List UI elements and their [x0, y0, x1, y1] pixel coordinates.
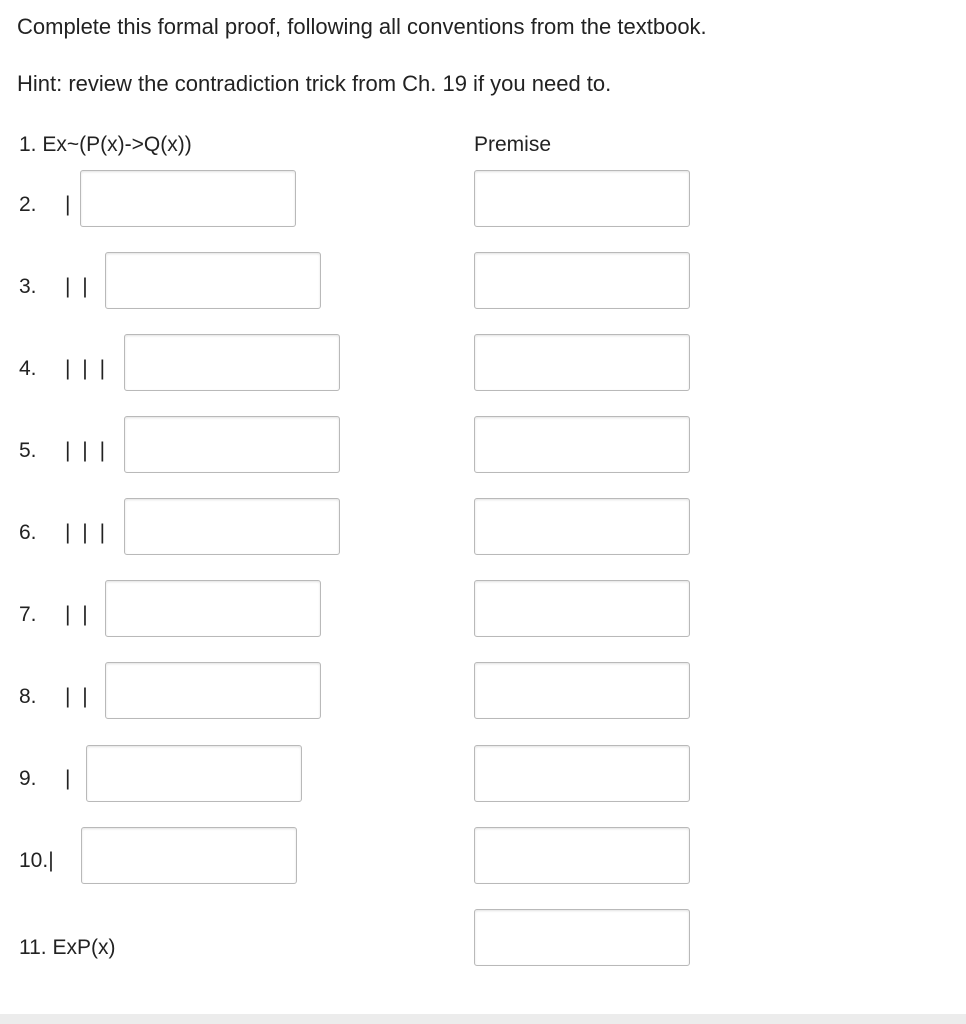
line-number: 11. [19, 936, 47, 959]
formula-input-line-5[interactable] [124, 416, 340, 473]
formula-input-line-3[interactable] [105, 252, 321, 309]
justification-input-line-11[interactable] [474, 909, 690, 966]
line-label-4 [19, 355, 108, 383]
line-label-10 [19, 847, 57, 875]
justification-input-line-10[interactable] [474, 827, 690, 884]
formula-input-line-8[interactable] [105, 662, 321, 719]
subproof-bars: | | | [65, 521, 109, 544]
justification-input-line-9[interactable] [474, 745, 690, 802]
subproof-bars: | | | [65, 357, 109, 380]
formula-input-line-9[interactable] [86, 745, 302, 802]
line-label-3 [19, 273, 91, 301]
line-number: 6. [19, 521, 37, 544]
line-number: 5. [19, 439, 37, 462]
premise-formula: Ex~(P(x)->Q(x)) [42, 133, 192, 156]
justification-input-line-5[interactable] [474, 416, 690, 473]
line-number: 3. [19, 275, 37, 298]
formula-input-line-2[interactable] [80, 170, 296, 227]
line-label-2 [19, 191, 73, 219]
line-label-5 [19, 437, 108, 465]
justification-input-line-3[interactable] [474, 252, 690, 309]
line-number: 9. [19, 767, 37, 790]
subproof-bars: | [65, 193, 74, 216]
line-number: 2. [19, 193, 37, 216]
instructions-text: Complete this formal proof, following all conventions from the textbook. [17, 14, 707, 39]
formula-input-line-10[interactable] [81, 827, 297, 884]
subproof-bars: | [65, 767, 74, 790]
justification-input-line-6[interactable] [474, 498, 690, 555]
line-number: 10. [19, 849, 49, 872]
line-label-9 [19, 765, 73, 793]
premise-justification: Premise [474, 133, 552, 156]
line-label-8 [19, 683, 91, 711]
justification-input-line-7[interactable] [474, 580, 690, 637]
premise-line [19, 131, 192, 159]
conclusion-line [19, 934, 115, 962]
line-number: 1. [19, 133, 37, 156]
subproof-bars: | | [65, 685, 91, 708]
subproof-bars: | | [65, 603, 91, 626]
justification-input-line-2[interactable] [474, 170, 690, 227]
page-bottom-edge [0, 1014, 966, 1024]
line-number: 8. [19, 685, 37, 708]
formula-input-line-4[interactable] [124, 334, 340, 391]
line-label-6 [19, 519, 108, 547]
line-label-7 [19, 601, 91, 629]
line-number: 4. [19, 357, 37, 380]
formula-input-line-6[interactable] [124, 498, 340, 555]
line-number: 7. [19, 603, 37, 626]
hint-text: Hint: review the contradiction trick from Ch. 19 if you need to. [17, 71, 612, 96]
justification-input-line-8[interactable] [474, 662, 690, 719]
formula-input-line-7[interactable] [105, 580, 321, 637]
subproof-bars: | | | [65, 439, 109, 462]
justification-input-line-4[interactable] [474, 334, 690, 391]
subproof-bars: | [48, 849, 57, 872]
conclusion-formula: ExP(x) [52, 936, 116, 959]
subproof-bars: | | [65, 275, 91, 298]
